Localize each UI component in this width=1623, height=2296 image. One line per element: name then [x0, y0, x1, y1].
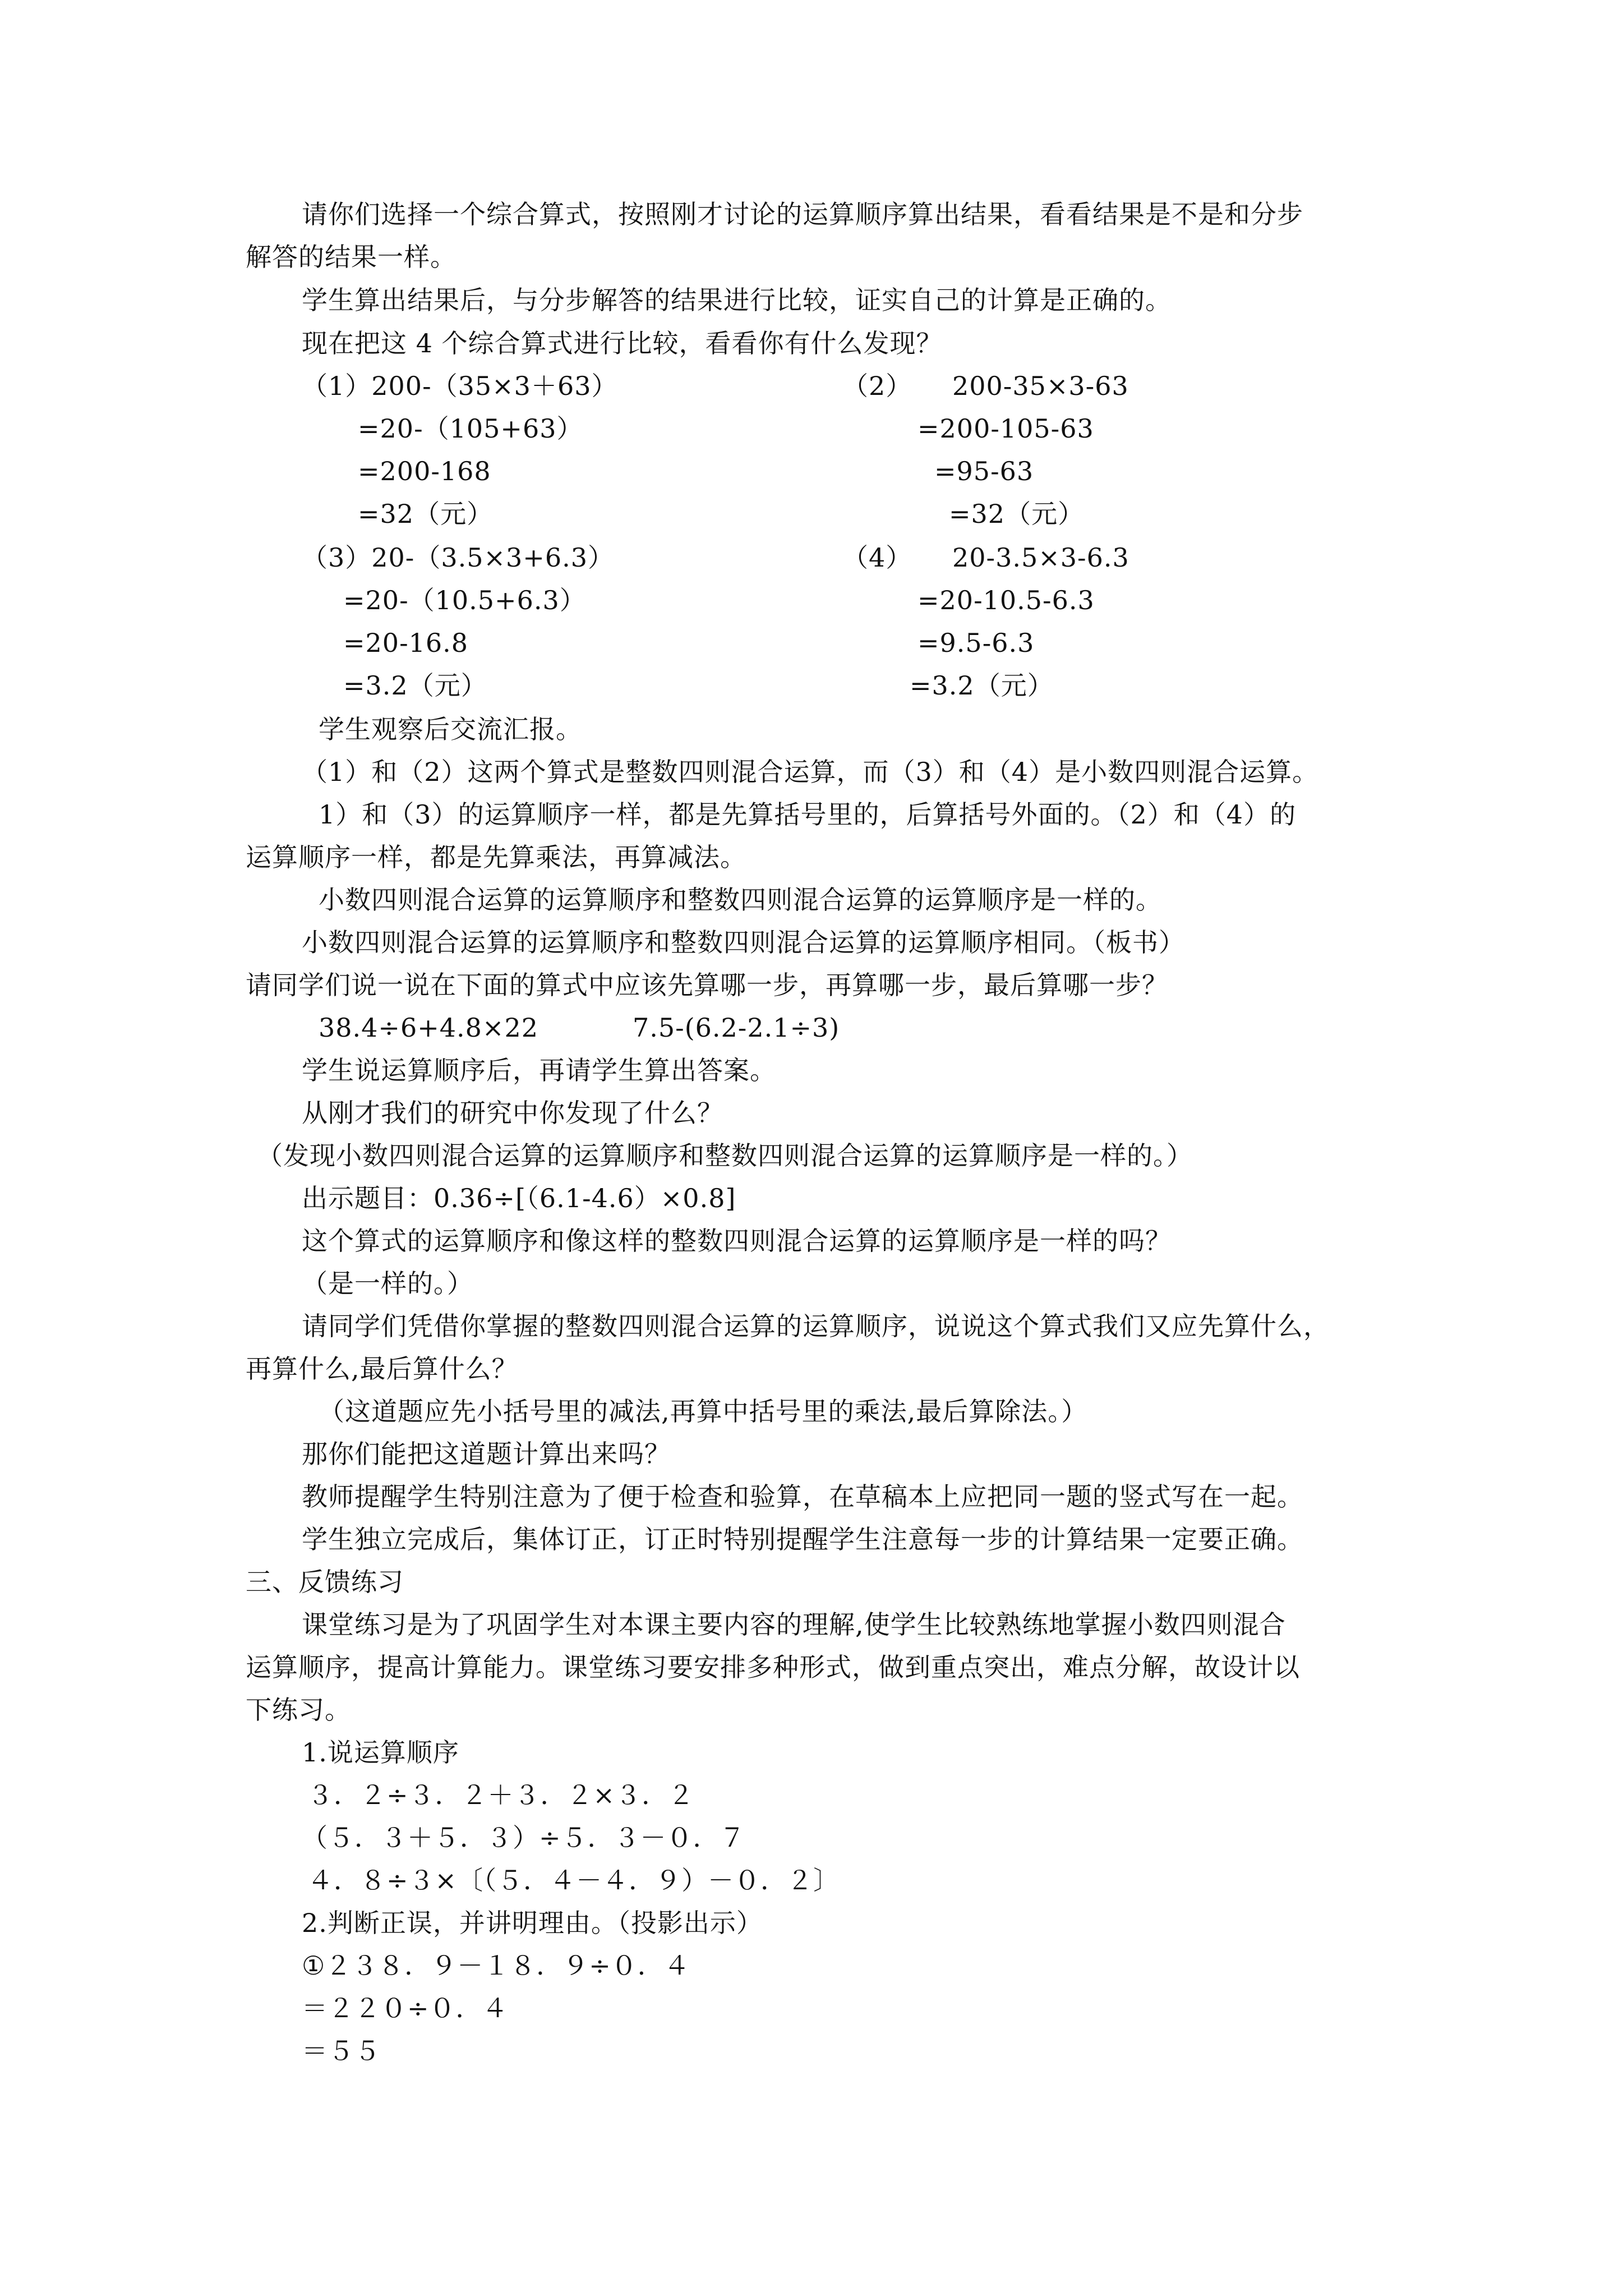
calc-1-line: =20-（105+63） [358, 413, 583, 444]
paragraph-line: 请同学们说一说在下面的算式中应该先算哪一步，再算哪一步，最后算哪一步？ [246, 970, 1168, 1000]
paragraph-line: 请你们选择一个综合算式，按照刚才讨论的运算顺序算出结果，看看结果是不是和分步 [302, 199, 1303, 229]
calc-2-line: =32（元） [949, 499, 1085, 529]
paragraph-line: 从刚才我们的研究中你发现了什么？ [302, 1098, 723, 1128]
calc-4-line: =3.2（元） [910, 670, 1054, 701]
calc-1-line: =200-168 [358, 456, 491, 486]
paragraph-line: 小数四则混合运算的运算顺序和整数四则混合运算的运算顺序是一样的。 [319, 885, 1162, 915]
exercise-line: ①２３８．９－１８．９÷０．４ [302, 1950, 690, 1981]
exercise-title: 1.说运算顺序 [302, 1737, 459, 1768]
calc-2-line: =200-105-63 [917, 413, 1094, 444]
calc-3-line: （3）20-（3.5×3+6.3） [302, 542, 615, 573]
exercise-title: 2.判断正误，并讲明理由。（投影出示） [302, 1908, 763, 1938]
calc-2-label: （2） [842, 371, 912, 401]
calc-4-line: =20-10.5-6.3 [917, 585, 1095, 615]
paragraph-line: （发现小数四则混合运算的运算顺序和整数四则混合运算的运算顺序是一样的。） [257, 1140, 1193, 1171]
paragraph-line: 请同学们凭借你掌握的整数四则混合运算的运算顺序，说说这个算式我们又应先算什么， [302, 1311, 1330, 1341]
expression-a: 38.4÷6+4.8×22 [319, 1013, 539, 1043]
paragraph-line: 小数四则混合运算的运算顺序和整数四则混合运算的运算顺序相同。（板书） [302, 927, 1185, 958]
paragraph-line: 1）和（3）的运算顺序一样，都是先算括号里的，后算括号外面的。（2）和（4）的 [319, 799, 1297, 830]
paragraph-line: （是一样的。） [302, 1268, 473, 1299]
paragraph-line: 教师提醒学生特别注意为了便于检查和验算，在草稿本上应把同一题的竖式写在一起。 [302, 1481, 1303, 1512]
paragraph-line: 学生说运算顺序后，再请学生算出答案。 [302, 1055, 776, 1085]
paragraph-line: 学生观察后交流汇报。 [319, 714, 582, 744]
paragraph-line: 这个算式的运算顺序和像这样的整数四则混合运算的运算顺序是一样的吗？ [302, 1226, 1172, 1256]
exercise-line: ３．２÷３．２＋３．２×３．２ [307, 1780, 695, 1810]
paragraph-line: 学生算出结果后，与分步解答的结果进行比较，证实自己的计算是正确的。 [302, 285, 1172, 315]
expression-b: 7.5-(6.2-2.1÷3) [633, 1013, 840, 1043]
paragraph-line: 运算顺序一样，都是先算乘法，再算减法。 [246, 842, 746, 872]
section-heading: 三、反馈练习 [246, 1567, 404, 1597]
exercise-line: （５．３＋５．３）÷５．３－０．７ [302, 1823, 746, 1853]
exercise-line: ４．８÷３×〔（５．４－４．９）－０．２〕 [307, 1865, 840, 1895]
calc-4-line: =9.5-6.3 [917, 628, 1035, 658]
paragraph-line: 那你们能把这道题计算出来吗？ [302, 1439, 671, 1469]
paragraph-line: （这道题应先小括号里的减法,再算中括号里的乘法,最后算除法。） [319, 1396, 1088, 1427]
calc-3-line: =3.2（元） [343, 670, 487, 701]
exercise-line: ＝５５ [302, 2036, 381, 2066]
calc-1-line: =32（元） [358, 499, 494, 529]
paragraph-line: 下练习。 [246, 1695, 351, 1725]
calc-4-line: 20-3.5×3-6.3 [952, 542, 1129, 573]
paragraph-line: 出示题目：0.36÷[（6.1-4.6）×0.8] [302, 1183, 736, 1213]
calc-2-line: 200-35×3-63 [952, 371, 1129, 401]
calc-4-label: （4） [842, 542, 912, 573]
calc-3-line: =20-（10.5+6.3） [343, 585, 586, 615]
paragraph-line: 现在把这 4 个综合算式进行比较，看看你有什么发现？ [302, 328, 943, 358]
exercise-line: ＝２２０÷０．４ [302, 1993, 509, 2023]
paragraph-line: 学生独立完成后，集体订正，订正时特别提醒学生注意每一步的计算结果一定要正确。 [302, 1524, 1303, 1554]
paragraph-line: 课堂练习是为了巩固学生对本课主要内容的理解,使学生比较熟练地掌握小数四则混合 [302, 1609, 1286, 1640]
paragraph-line: 解答的结果一样。 [246, 242, 457, 272]
paragraph-line: 运算顺序，提高计算能力。课堂练习要安排多种形式，做到重点突出，难点分解，故设计以 [246, 1652, 1300, 1682]
calc-2-line: =95-63 [934, 456, 1034, 486]
calc-1-line: （1）200-（35×3＋63） [302, 371, 618, 401]
paragraph-line: 再算什么,最后算什么？ [246, 1354, 518, 1384]
paragraph-line: （1）和（2）这两个算式是整数四则混合运算，而（3）和（4）是小数四则混合运算。 [302, 757, 1319, 787]
calc-3-line: =20-16.8 [343, 628, 469, 658]
